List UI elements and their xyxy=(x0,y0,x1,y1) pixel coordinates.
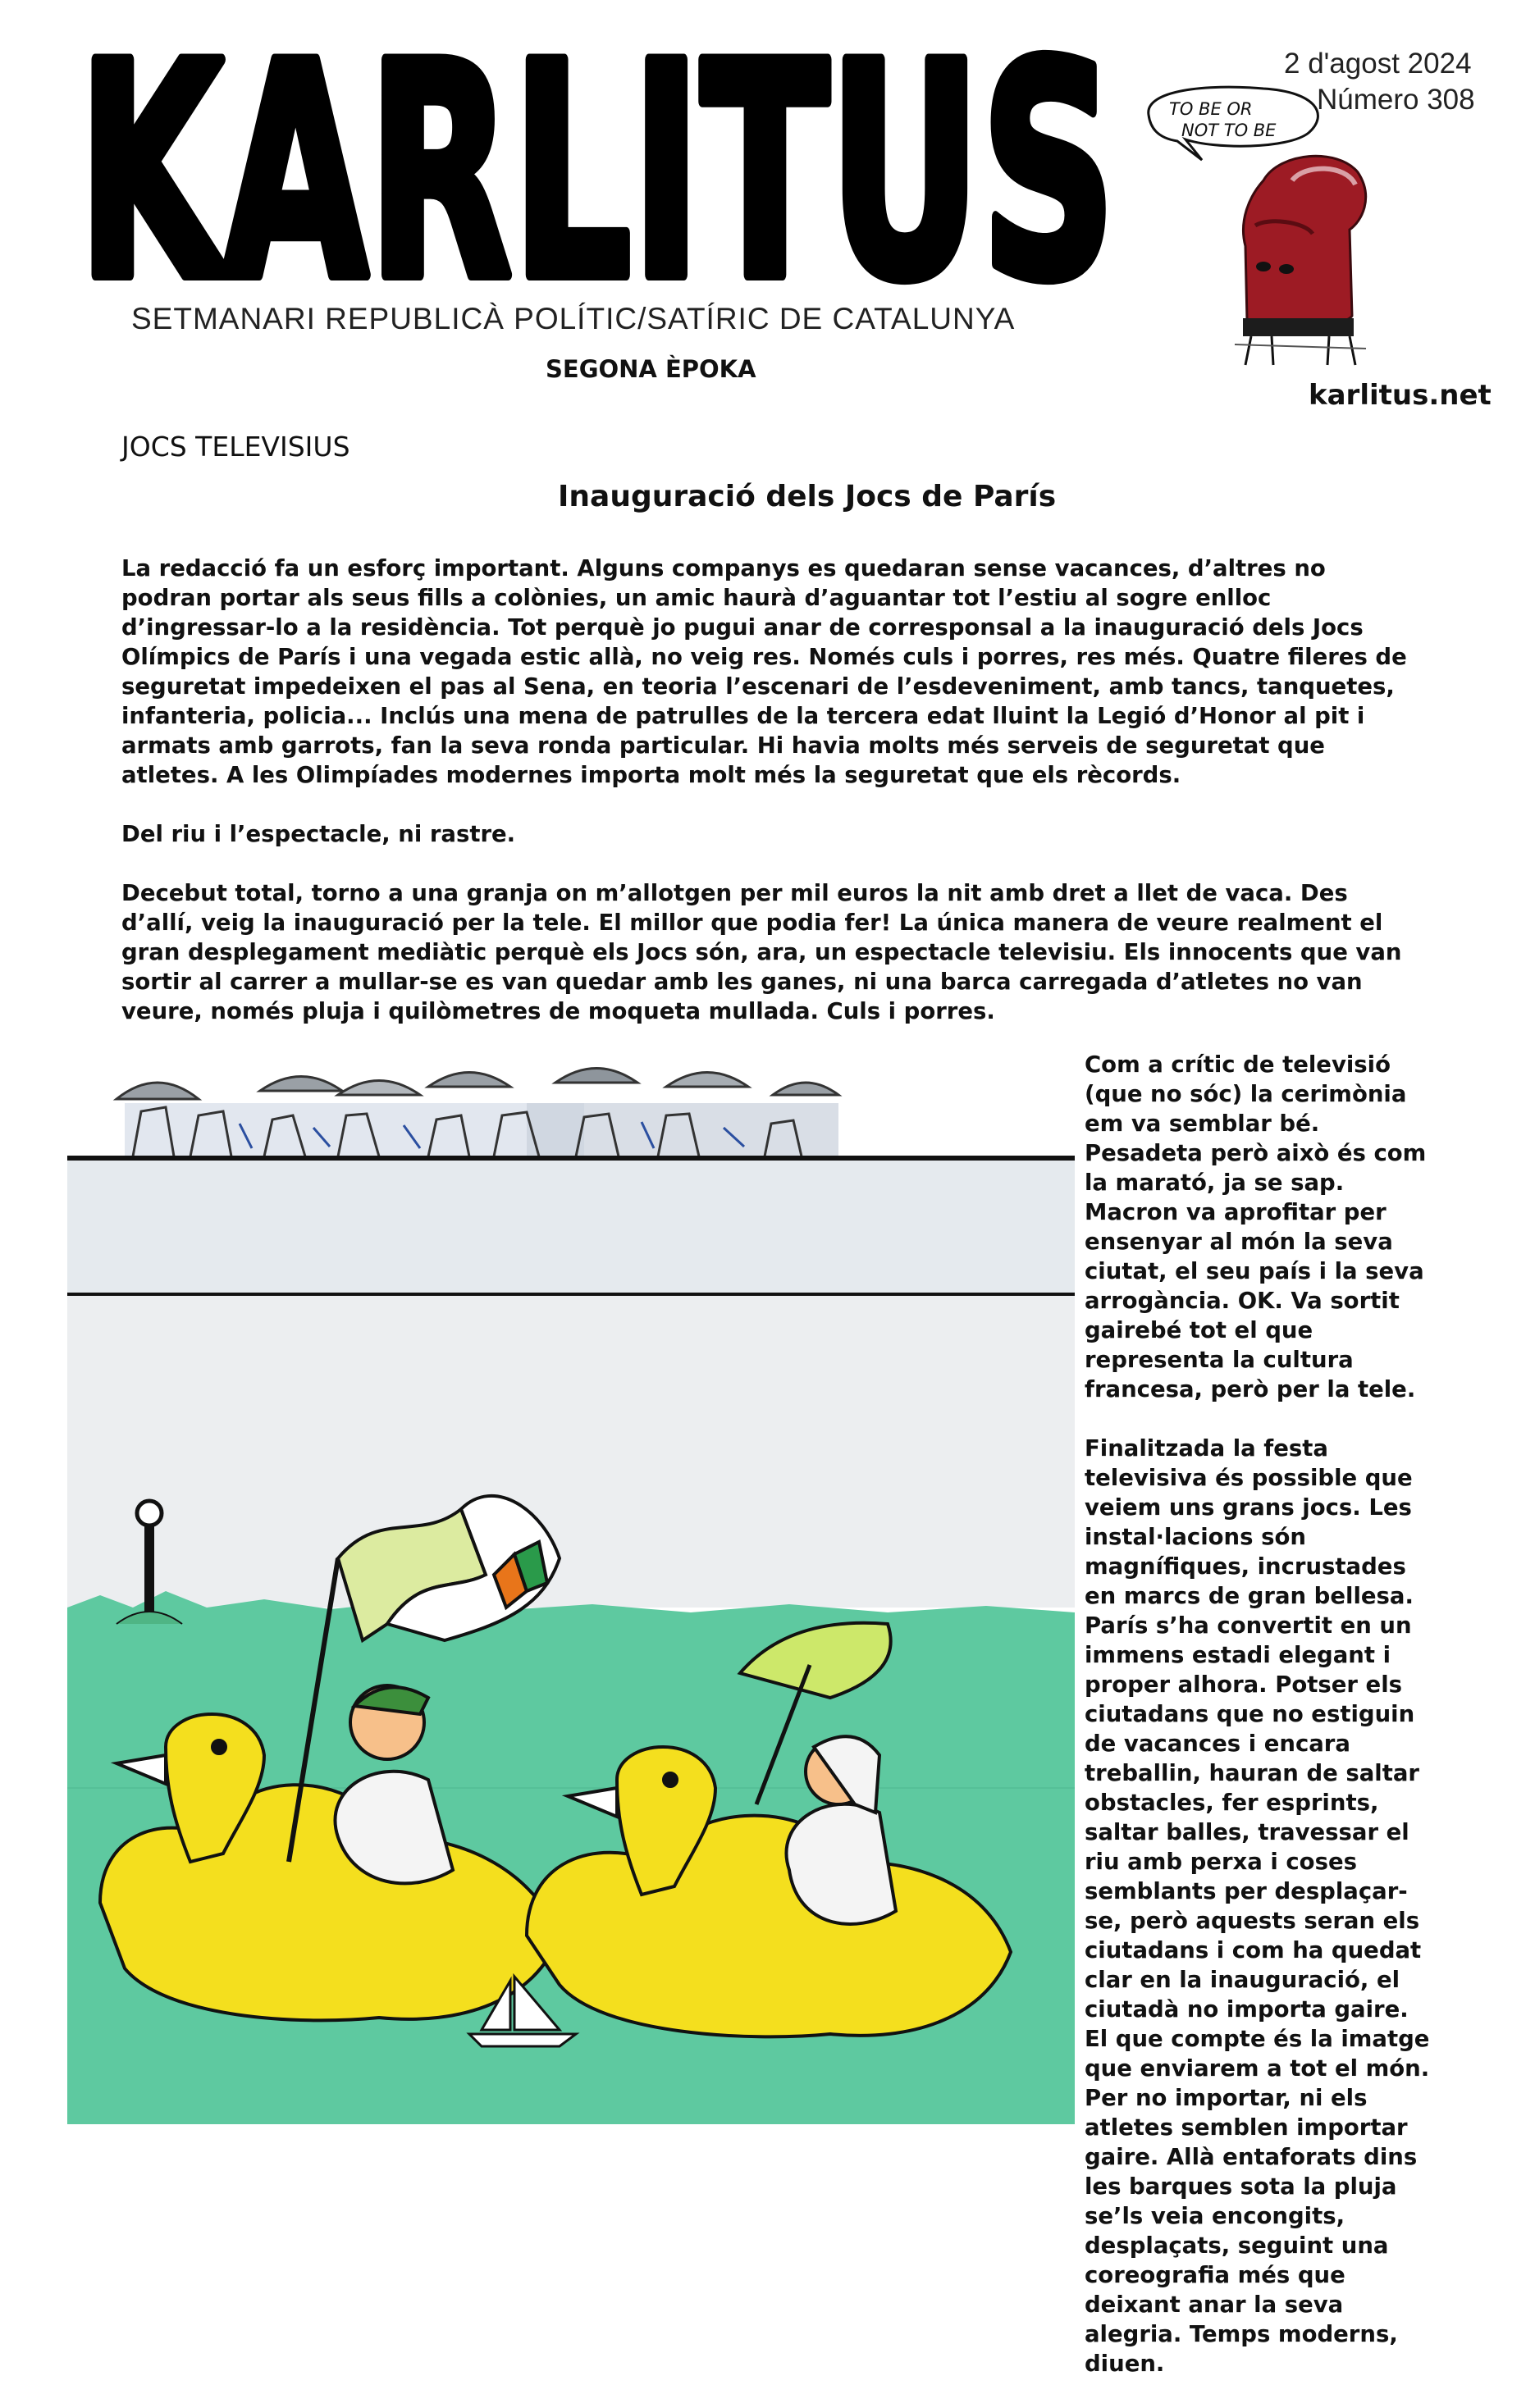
headline: Inauguració dels Jocs de París xyxy=(558,480,1057,513)
article-paragraph: La redacció fa un esforç important. Alguns companys es quedaran sense vacances, d’altres no podran portar als seus fills a colònies, un amic haurà d’aguantar tot l’estiu al sogre enlloc d’ingressar-lo a la residència. Tot perquè jo pugui anar de corresponsal a la inauguració dels Jocs Olímpics de París i una vegada estic allà, no veig res. Només culs i porres, res més. Quatre fileres de seguretat impedeixen el pas al Sena, en teoria l’escenari de l’esdeveniment, amb tancs, tanquetes, infanteria, policia... Inclús una mena de patrulles de la tercera edat lluint la Legió d’Honor al pit i armats amb garrots, fan la seva ronda particular. Hi havia molts més serveis de seguretat que atletes. A les Olimpíades modernes importa molt més la seguretat que els rècords. xyxy=(121,555,1407,788)
side-paragraph: Finalitzada la festa televisiva és possible que veiem uns grans jocs. Les instal·lacions són magnífiques, incrustades en marcs de gran bellesa. París s’ha convertit en un immens estadi elegant i proper alhora. Potser els ciutadans que no estiguin de vacances i encara treballin, hauran de saltar obstacles, fer esprints, saltar balles, travessar el riu amb perxa i coses semblants per desplaçar-se, però aquests seran els ciutadans i com ha quedat clar en la inauguració, el ciutadà no importa gaire. El que compte és la imatge que enviarem a tot el món. Per no importar, ni els atletes semblen importar gaire. Allà entaforats dins les barques sota la pluja se’ls veia encongits, desplaçats, seguint una coreografia més que deixant anar la seva alegria. Temps moderns, diuen. xyxy=(1085,1435,1430,2377)
duck-boats-cartoon xyxy=(67,1050,1075,2124)
issue-number: Número 308 xyxy=(1317,84,1475,116)
article-body xyxy=(121,554,1418,1056)
website-link[interactable]: karlitus.net xyxy=(1309,379,1492,412)
karlitus-logo xyxy=(78,33,1120,295)
masthead xyxy=(78,33,1120,295)
article-paragraph: Del riu i l’espectacle, ni rastre. xyxy=(121,821,516,847)
river-near xyxy=(67,1296,1075,1608)
masthead-title: KARLITUS xyxy=(78,33,1116,295)
issue-date: 2 d'agost 2024 xyxy=(1284,48,1472,80)
hooded-figure-icon xyxy=(1140,82,1411,369)
river-far xyxy=(67,1161,1075,1293)
side-column xyxy=(1085,1050,1437,2408)
speech-line-2: NOT TO BE xyxy=(1181,121,1277,140)
masthead-epoca: SEGONA ÈPOKA xyxy=(546,355,756,383)
hood xyxy=(1243,156,1365,327)
article-paragraph: Decebut total, torno a una granja on m’allotgen per mil euros la nit amb dret a llet de vaca. Des d’allí, veig la inauguració per la tele. El millor que podia fer! La única manera de veure realment el gran desplegament mediàtic perquè els Jocs són, ara, un espectacle televisiu. Els innocents que van sortir al carrer a mullar-se es van quedar amb les ganes, ni una barca carregada d’atletes no van veure, només pluja i quilòmetres de moqueta mullada. Culs i porres. xyxy=(121,880,1402,1024)
section-title: JOCS TELEVISIUS xyxy=(121,431,350,463)
masthead-subtitle: SETMANARI REPUBLICÀ POLÍTIC/SATÍRIC DE CATALUNYA xyxy=(131,302,1016,335)
side-paragraph: Com a crític de televisió (que no sóc) la cerimònia em va semblar bé. Pesadeta però això és com la marató, ja se sap. Macron va aprofitar per ensenyar al món la seva ciutat, el seu país i la seva arrogància. OK. Va sortit gairebé tot el que representa la cultura francesa, però per la tele. xyxy=(1085,1051,1427,1402)
speech-line-1: TO BE OR xyxy=(1169,99,1253,119)
